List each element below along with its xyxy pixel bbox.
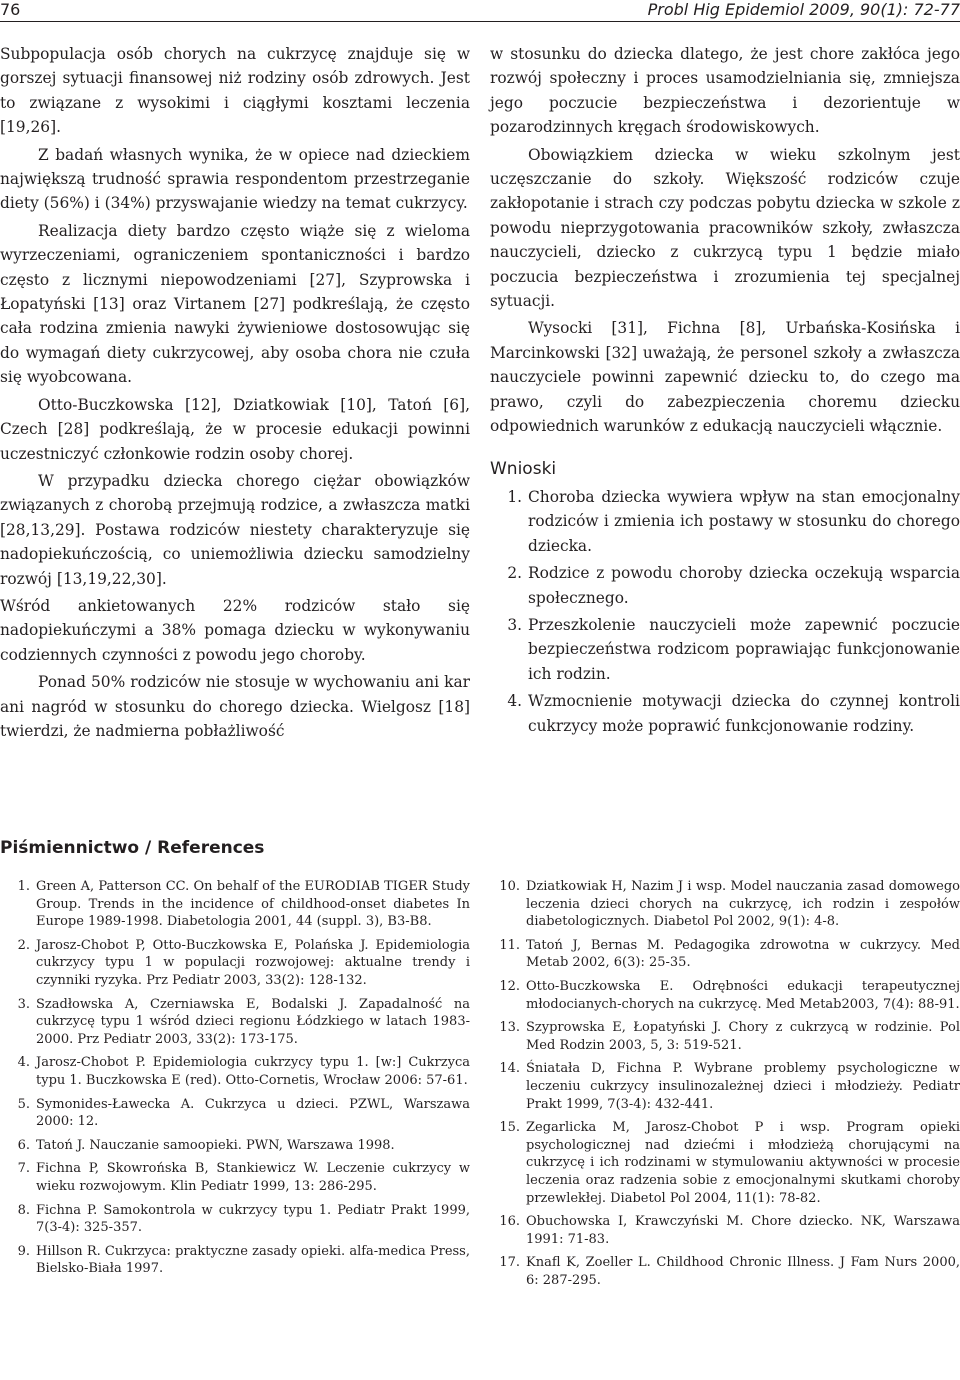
reference-item — [0, 1137, 470, 1155]
reference-item — [0, 878, 470, 931]
reference-text: Szyprowska E, Łopatyński J. Chory z cukrzycą w rodzinie. Pol Med Rodzin 2003, 5, 3: 519-521. — [526, 1020, 960, 1053]
reference-number: 11. — [499, 937, 520, 953]
conclusion-text: Choroba dziecka wywiera wpływ na stan emocjonalny rodziców i zmienia ich postawy w stosunku do chorego dziecka. — [528, 487, 960, 555]
reference-text: Tatoń J. Nauczanie samoopieki. PWN, Warszawa 1998. — [36, 1137, 395, 1153]
conclusion-number: 1. — [507, 487, 522, 506]
page-number: 76 — [0, 0, 21, 19]
reference-item — [0, 1243, 470, 1278]
reference-number: 2. — [17, 937, 30, 953]
reference-number: 15. — [499, 1120, 520, 1136]
conclusion-number: 3. — [507, 615, 522, 634]
reference-number: 8. — [17, 1202, 30, 1218]
reference-item — [0, 1202, 470, 1237]
body-paragraph: w stosunku do dziecka dlatego, że jest chore zakłóca jego rozwój społeczny i proces usamodzielniania się, zmniejsza jego poczucie bezpieczeństwa i dezorientuje w pozarodzinnych kręgach środowiskowych. — [490, 45, 960, 137]
page-header — [0, 0, 960, 22]
body-paragraph: Ponad 50% rodziców nie stosuje w wychowaniu ani kar ani nagród w stosunku do chorego dziecka. Wielgosz [18] twierdzi, że nadmierna pobłażliwość — [0, 673, 470, 740]
reference-item — [490, 937, 960, 972]
conclusion-item — [490, 485, 960, 558]
reference-text: Zegarlicka M, Jarosz-Chobot P i wsp. Program opieki psychologicznej nad dziećmi i młodzieżą chorującymi na cukrzycę i ich rodzinami w stymulowaniu aktywności w procesie leczenia oraz radzenia sobie z emocjonalnymi skutkami choroby przewlekłej. Diabetol Pol 2004, 11(1): 78-82. — [526, 1120, 960, 1206]
reference-text: Symonides-Ławecka A. Cukrzyca u dzieci. PZWL, Warszawa 2000: 12. — [36, 1096, 470, 1130]
reference-item — [490, 1254, 960, 1289]
references-list-right — [490, 878, 960, 1295]
reference-text: Jarosz-Chobot P, Otto-Buczkowska E, Polańska J. Epidemiologia cukrzycy typu 1 w populacji rozwojowej: aktualne trendy i czynniki ryzyka. Prz Pediatr 2003, 33(2): 128-132. — [36, 937, 470, 988]
reference-number: 7. — [17, 1161, 30, 1177]
reference-text: Fichna P, Skowrońska B, Stankiewicz W. Leczenie cukrzycy w wieku rozwojowym. Klin Pediatr 1999, 13: 286-295. — [36, 1161, 470, 1194]
reference-text: Tatoń J, Bernas M. Pedagogika zdrowotna w cukrzycy. Med Metab 2002, 6(3): 25-35. — [526, 937, 960, 971]
reference-text: Green A, Patterson CC. On behalf of the EURODIAB TIGER Study Group. Trends in the incidence of childhood-onset diabetes In Europe 1989-1998. Diabetologia 2001, 44 (suppl. 3), B3-B8. — [36, 879, 470, 930]
reference-number: 4. — [17, 1055, 30, 1071]
reference-text: Dziatkowiak H, Nazim J i wsp. Model nauczania zasad domowego leczenia dzieci chorych na cukrzycę, ich rodzin i zespołów diabetologicznych. Diabetol Pol 2002, 9(1): 4-8. — [526, 879, 960, 930]
body-paragraph: Otto-Buczkowska [12], Dziatkowiak [10], Tatoń [6], Czech [28] podkreślają, że w procesie edukacji powinni uczestniczyć członkowie rodzin osoby chorej. — [0, 395, 470, 463]
reference-number: 17. — [499, 1255, 520, 1271]
body-paragraph: Realizacja diety bardzo często wiąże się z wieloma wyrzeczeniami, ograniczeniem spontaniczności i bardzo często z licznymi niepowodzeniami [27], Szyprowska i Łopatyński [13] oraz Virtanem [27] podkreślają, że często cała rodzina zmienia nawyki żywieniowe dostosowując się do wymagań diety cukrzycowej, aby osoba chora nie czuła się wyobcowana. — [0, 221, 470, 387]
body-paragraph: Wysocki [31], Fichna [8], Urbańska-Kosińska i Marcinkowski [32] uważają, że personel szkoły a zwłaszcza nauczyciele powinni zapewnić dziecku to, do czego ma prawo, czyli do zabezpieczenia choremu dziecku odpowiednich warunków z edukacją nauczycieli włącznie. — [490, 319, 960, 436]
reference-item — [490, 978, 960, 1013]
reference-item — [490, 878, 960, 931]
reference-number: 9. — [17, 1243, 30, 1259]
reference-text: Szadłowska A, Czerniawska E, Bodalski J. Zapadalność na cukrzycę typu 1 wśród dzieci regionu Łódzkiego w latach 1983-2000. Prz Pediatr 2003, 33(2): 173-175. — [36, 996, 470, 1047]
body-paragraph: Subpopulacja osób chorych na cukrzycę znajduje się w gorszej sytuacji finansowej niż rodziny osób zdrowych. Jest to związane z wysokimi i ciągłymi kosztami leczenia [19,26]. — [0, 45, 470, 137]
conclusion-text: Przeszkolenie nauczycieli może zapewnić poczucie bezpieczeństwa rodzicom poprawiając funkcjonowanie ich rodzin. — [528, 615, 960, 683]
reference-number: 5. — [17, 1096, 30, 1112]
conclusion-text: Rodzice z powodu choroby dziecka oczekują wsparcia społecznego. — [528, 564, 960, 607]
body-paragraph: Wśród ankietowanych 22% rodziców stało się nadopiekuńczymi a 38% pomaga dziecku w wykonywaniu codziennych czynności z powodu jego choroby. — [0, 596, 470, 664]
reference-item — [490, 1060, 960, 1113]
reference-text: Otto-Buczkowska E. Odrębności edukacji terapeutycznej młodocianych-chorych na cukrzycę. Med Metab2003, 7(4): 88-91. — [526, 978, 960, 1012]
reference-item — [490, 1119, 960, 1207]
left-text-column — [0, 42, 470, 746]
reference-number: 13. — [499, 1020, 520, 1036]
conclusion-item — [490, 689, 960, 738]
reference-item — [490, 1019, 960, 1054]
conclusion-text: Wzmocnienie motywacji dziecka do czynnej kontroli cukrzycy może poprawić funkcjonowanie rodziny. — [528, 692, 960, 735]
conclusion-item — [490, 613, 960, 686]
reference-item — [0, 937, 470, 990]
reference-number: 12. — [499, 978, 520, 994]
reference-item — [490, 1213, 960, 1248]
reference-text: Fichna P. Samokontrola w cukrzycy typu 1. Pediatr Prakt 1999, 7(3-4): 325-357. — [36, 1202, 470, 1236]
reference-item — [0, 1054, 470, 1089]
conclusion-item — [490, 561, 960, 610]
body-paragraph: Obowiązkiem dziecka w wieku szkolnym jest uczęszczanie do szkoły. Większość rodziców czuje zakłopotanie i strach czy podczas pobytu dziecka w szkole z powodu nieprzygotowania pracowników szkoły, zwłaszcza nauczycieli, dziecko z cukrzycą typu 1 będzie miało poczucia bezpieczeństwa i zrozumienia tej specjalnej sytuacji. — [490, 145, 960, 311]
reference-number: 16. — [499, 1214, 520, 1230]
reference-text: Knafl K, Zoeller L. Childhood Chronic Illness. J Fam Nurs 2000, 6: 287-295. — [526, 1255, 960, 1288]
reference-number: 10. — [499, 879, 520, 894]
header-rule — [0, 21, 960, 22]
body-paragraph: Z badań własnych wynika, że w opiece nad dzieckiem największą trudność sprawia respondentom przestrzeganie diety (56%) i (34%) przyswajanie wiedzy na temat cukrzycy. — [0, 145, 470, 213]
reference-text: Obuchowska I, Krawczyński M. Chore dziecko. NK, Warszawa 1991: 71-83. — [526, 1214, 960, 1247]
reference-number: 14. — [499, 1061, 520, 1077]
right-text-column — [490, 42, 960, 741]
reference-text: Śniatała D, Fichna P. Wybrane problemy psychologiczne w leczeniu cukrzycy insulinozależnej dzieci i młodzieży. Pediatr Prakt 1999, 7(3-4): 432-441. — [526, 1061, 960, 1112]
reference-number: 6. — [17, 1137, 30, 1153]
references-list-left — [0, 878, 470, 1284]
body-paragraph: W przypadku dziecka chorego ciężar obowiązków związanych z chorobą przejmują rodzice, a zwłaszcza matki [28,13,29]. Postawa rodziców niestety charakteryzuje się nadopiekuńczością, co uniemożliwia dziecku samodzielny rozwój [13,19,22,30]. — [0, 471, 470, 588]
reference-number: 1. — [17, 879, 30, 894]
reference-number: 3. — [17, 996, 30, 1012]
conclusion-number: 2. — [507, 564, 522, 583]
reference-item — [0, 1096, 470, 1131]
reference-item — [0, 1160, 470, 1195]
conclusion-number: 4. — [507, 692, 522, 711]
conclusions-list — [490, 485, 960, 738]
reference-text: Jarosz-Chobot P. Epidemiologia cukrzycy typu 1. [w:] Cukrzyca typu 1. Buczkowska E (red). Otto-Cornetis, Wrocław 2006: 57-61. — [36, 1055, 470, 1088]
conclusions-heading: Wnioski — [490, 458, 557, 479]
reference-item — [0, 996, 470, 1049]
journal-citation: Probl Hig Epidemiol 2009, 90(1): 72-77 — [647, 0, 960, 19]
references-heading: Piśmiennictwo / References — [0, 838, 265, 858]
reference-text: Hillson R. Cukrzyca: praktyczne zasady opieki. alfa-medica Press, Bielsko-Biała 1997. — [36, 1243, 470, 1277]
